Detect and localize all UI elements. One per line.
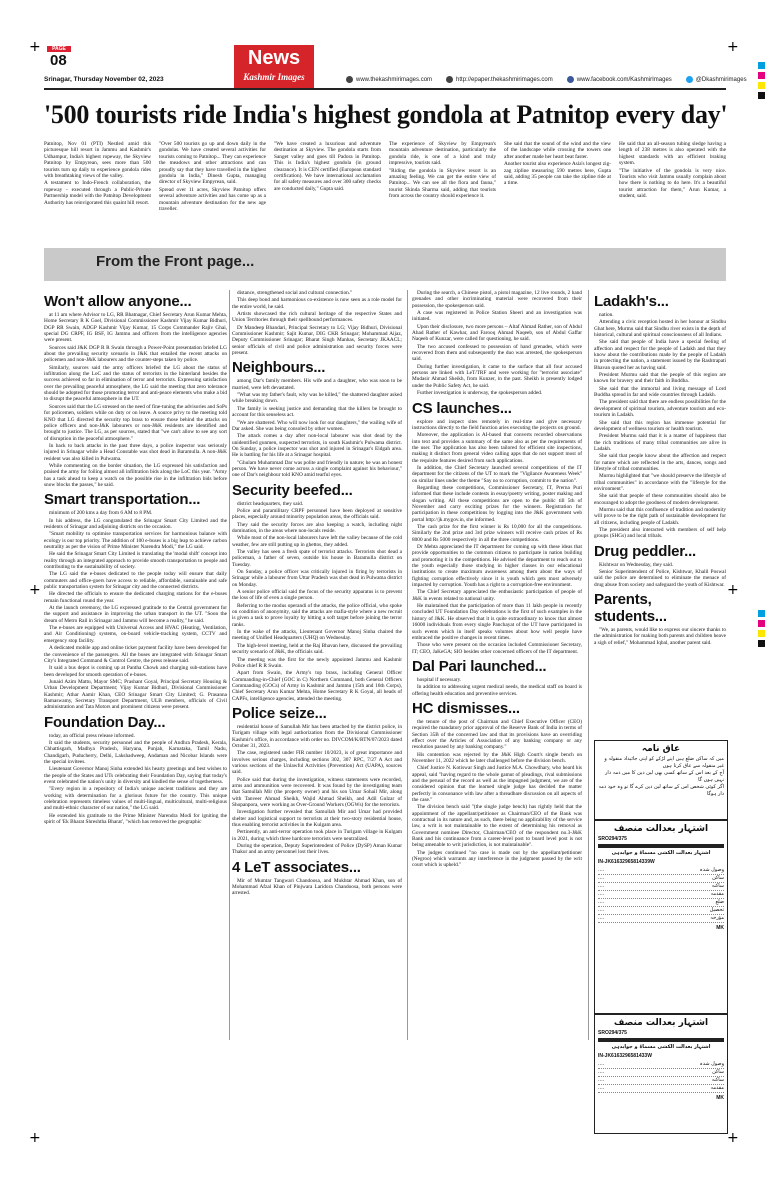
paragraph: The president said that there are endless possibilities for the development of spiritual tourism, adventure tourism and eco-tourism in Ladakh.	[594, 399, 726, 419]
paragraph: "Smart mobility to optimise transportation services for harmonious balance with ecology is our top priority. The addition of 100 e-buses is a big leap to achieve carbon neutrality as per the vision of Prime Minister Narendra Modi," the LG said.	[44, 531, 227, 550]
column-3	[412, 290, 582, 1050]
paragraph: the tenure of the post of Chairman and Chief Executive Officer (CEO) required the mandatory prior approval of the Reserve Bank of India in terms of Section 35B of the concerned law and that its provisions have an overriding effect over the Articles of Association of any banking company or any resolution passed by any banking company."	[412, 718, 582, 751]
paragraph: "The initiative of the gondola is very nice. Tourists who visit Jammu usually complain about how there is nothing to do here. It's a beautiful tourist attraction for them," Arun Kumar, a student, said.	[619, 167, 726, 200]
page-number: 08	[50, 52, 67, 69]
paragraph: minimum of 200 kms a day from 6 AM to 8 PM.	[49, 510, 153, 517]
ad-subtitle: اشتہار بعدالت الکشی مسماۃ و جوابدہی	[611, 850, 711, 856]
story-title: 4 LeT associates...	[232, 858, 361, 876]
paragraph: "We, as parents, would like to express our sincere thanks to the administration for making both parents and children heave a sigh of relief," Mohammad Iqbal, another parent said.	[594, 627, 726, 646]
paragraph: He said the Srinagar Smart City Limited is translating the 'modal shift' concept into reality through an integrated approach to provide smooth transportation to people and contributing to the sustainability of society.	[44, 551, 227, 571]
paragraph: Investigation further revealed that Samullah Mir and Umar had provided shelter and logistical support to terrorists at their two-story residential house, thus enabling terrorist activities in the Kulgam area.	[232, 809, 402, 829]
paragraph: The cash prize for the first winner is Rs 10,000 for all the competitions. Similarly the 2nd prize and 3rd prize winners will receive cash prizes of Rs 8000 and Rs 5000 respectively in all the three competitions.	[412, 524, 582, 543]
story-title: Drug peddler...	[594, 542, 697, 560]
paragraph: She said that this region has immense potential for development of wellness tourism or health tourism.	[594, 419, 726, 432]
ad-row: مقدمہ ....	[598, 891, 724, 897]
paragraph: Artists showcased the rich cultural heritage of the respective States and Union Territories through their spellbound performances.	[232, 311, 402, 324]
registration-mark: +	[727, 1130, 739, 1146]
ad-subtitle: اشتہار بعدالت الکشی مسماۃ و جوابدہی	[611, 1044, 711, 1050]
paragraph: The valley has seen a fresh spate of terrorist attacks. Terrorists shot dead a policeman, a father of seven, outside his house in Baramulla district on Tuesday.	[232, 549, 402, 568]
ad-row: وصول شدہ ....	[598, 867, 724, 873]
paragraph: The two accused confessed to possession of hand grenades, which were recovered from them and subsequently the duo was arrested, the spokesperson said.	[412, 343, 582, 363]
paragraph: The Chief Secretary appreciated the enthusiastic participation of people of J&K in events related to national unity.	[412, 589, 582, 602]
date-line: Srinagar, Thursday November 02, 2023	[44, 76, 164, 83]
paragraph: Chief Justice N. Kotiswar Singh and Justice M.A. Chowdhary, who heard his appeal, said "having regard to the whole gamut of pleadings, rival submissions and the perusal of the record as well as the impugned judgment, we are of the considered opinion that the learned single judge has decided the matter perfectly in consonance with law after a threadbare discussion on all aspects of the case."	[412, 765, 582, 804]
ad-title: عاق نامہ	[641, 744, 681, 754]
paragraph: The LG said the e-buses dedicated to the people today will ensure that daily commuters and office-goers have access to reliable, affordable, sustainable and safe public transportation system for Srinagar city and the connected districts.	[44, 571, 227, 591]
ad-row: مؤرخہ ....	[598, 915, 724, 921]
paragraph: explore and inspect sites remotely in real-time and give necessary instructions directly to the field function aries executing the projects on ground.	[412, 418, 582, 431]
paragraph: It said the students, security personnel and the people of Andhra Pradesh, Kerala, Chhattisgarh, Madhya Pradesh, Haryana, Punjab, Karnataka, Tamil Nadu, Chandigarh, Puducherry, Delhi, Lakshadweep, Andaman and Nicobar Islands were the special invitees.	[44, 739, 227, 765]
story-column	[44, 141, 151, 236]
paragraph: During further investigation, it came to the surface that all four accused persons are linked with LeT/TRF and were working for "terrorist associate" Mudasir Ahmad Sheikh, from Kunzer, in the past. Sheikh is presently lodged under the Public Safety Act, he said.	[412, 363, 582, 389]
ad-row: ساکنہ ....	[598, 883, 724, 889]
classified-ad	[594, 740, 728, 820]
paragraph: President Murmu said that it is a matter of happiness that the rich traditions of many tribal communities are alive in Ladakh.	[594, 433, 726, 452]
paragraph: "We have created a luxurious and adventure destination at Skyview. The gondola starts from Sanget valley and goes till Padora in Patnitop. This is India's highest gondola (in ground clearance). It is CEN certified (European standard certification). We have international acclamation for all safety measures and over 300 safety checks are conducted daily," Gupta said.	[274, 141, 381, 192]
header-links	[346, 76, 747, 83]
paragraph: Dr Mehta appreciated the IT department for coming up with these ideas that provide opportunities to the common citizens to participate in nation building and promoting it in the competitions. He advised the department to reach out to the youth especially those studying in higher classes in our educational institutions to create maximum awareness among them about the ways of fighting corruption effectively since it is youth which gets most adversely impacted by corruption. Youth has a right to a corruption-free environment.	[412, 544, 582, 589]
ad-row: ساکنہ ....	[598, 1077, 724, 1083]
paragraph: Police and paramilitary CRPF personnel have been deployed at sensitive places, especially around minority population areas, the officials said.	[232, 507, 402, 521]
paragraph: At the launch ceremony, the LG expressed gratitude to the Central government for the support and assistance in improving the urban transport in the UT. "Soon the dream of Metro Rail in Srinagar and Jammu will become a reality," he said.	[44, 605, 227, 624]
paragraph: The president also interacted with members of self help groups (SHGs) and local tribals.	[594, 527, 726, 540]
paragraph: "Over 500 tourists go up and down daily in the gondolas. We have created several activities for tourists coming to Patnitop... They can experience the meadows and other attractions and can proudly say that they have travelled in the highest gondola in India," Dinesh Gupta, managing director of Skyview Empyrean, said.	[159, 141, 266, 186]
paragraph: He said that an all-season tubing sledge having a length of 238 metres is also operated with the highest standards with an efficient braking system.	[619, 141, 726, 167]
paragraph: She said that people of India have a special feeling of affection and respect for the people of Ladakh and that they know about the contributions made by the people of Ladakh in protecting the nation, a statement issued by the Rashtrapati Bhavan quoted her as having said.	[594, 339, 726, 371]
brand-name: Kashmir Images	[243, 72, 305, 82]
paragraph: The family is seeking justice and demanding that the killers be brought to account for this senseless act.	[232, 405, 402, 419]
ad-divider	[598, 844, 724, 848]
ad-row: ساکن ....	[598, 1069, 724, 1075]
headline: '500 tourists ride India's highest gondola at Patnitop every day'	[44, 100, 728, 129]
paragraph: "Riding the gondola in Skyview resort is an amazing feeling. We can get the entire view of Patnitop... We can see all the flora and fauna," tourist Skinda Sharma said, adding that tourists from across the country should experience it.	[389, 167, 496, 200]
paragraph: This deep bond and harmonious co-existence is now seen as a role model for the entire world, he said.	[232, 297, 402, 310]
paragraph: Dr Mandeep Bhandari, Principal Secretary to LG; Vijay Bidhuri, Divisional Commissioner Kashmir; Sajit Kumar, DIG CKR Srinagar; Mohammad Aijaz, Deputy Commissioner Srinagar; Bharat Singh Manhas, Secretary JKAACL; senior officials of civil and police administration and security forces were present.	[232, 324, 402, 357]
ad-row: ضلع ....	[598, 899, 724, 905]
paragraph: Moreover, the application is AI-based that converts recorded observations into text and provides a summary of the same also as per the requirements of the user. The application has also been tailored for efficient site inspections, making it distinct from general video calling apps that do not support most of the requisite features desired from such applications.	[412, 432, 582, 464]
masthead	[234, 45, 314, 89]
story-title: Neighbours...	[232, 359, 326, 377]
story-column	[274, 141, 381, 236]
paragraph: A senior police official said the focus of the security apparatus is to prevent the loss of life of even a single person.	[232, 589, 402, 602]
paragraph: During the operation, Deputy Superintendent of Police (DySP) Aman Kumar Thakur and an army personnel lost their lives.	[232, 843, 402, 856]
paragraph: Kishtwar on Wednesday, they said.	[599, 561, 674, 568]
ad-line: اگر کوئی شخص اس کے ساتھ لین دین کرے گا تو وہ خود ذمہ دار ہوگا	[598, 784, 724, 797]
paragraph: The attack comes a day after non-local labourer was shot dead by the unidentified gunmen, suspected terrorists, in south Kashmir's Pulwama district. On Sunday, a police inspector was shot and injured in Srinagar's Eidgah area. He is battling for his life at a Srinagar hospital.	[232, 433, 402, 459]
banner-title: From the Front page...	[96, 253, 255, 270]
paragraph: They said the security forces are also keeping a watch, including night domination, in the areas where non-locals reside.	[232, 521, 402, 534]
paragraph: Another tourist also experience Asia's longest zig-zag zipline measuring 590 metres here, Gupta said, adding 35 people can take the zipline ride at a time.	[504, 161, 611, 187]
section-title: News	[247, 47, 301, 69]
registration-mark: +	[29, 1130, 41, 1146]
ad-code: SRO294/375	[598, 1030, 627, 1036]
story-title: Parents, students...	[594, 591, 667, 626]
ad-code: IN-JK61632965814339W	[598, 859, 655, 865]
paragraph: Upon their disclosure, two more persons – Altaf Ahmad Rather, son of Abdul Ahad Rather of Kawhar, and Farooq Ahmad Naqeeb, son of Abdul Gaffar Naqeeb of Kunzar, were called for questioning, he said.	[412, 323, 582, 343]
paragraph: During the search, a Chinese pistol, a pistol magazine, 12 live rounds, 2 hand grenades and other incriminating material were recovered from their possession, the spokesperson said.	[412, 290, 582, 309]
paragraph: Police said that during the investigation, witness statements were recorded, arms and ammunition were recovered. It was found by the investigating team that Samullah Mir (the property owner) and his son Umar Sohail Mir, along with Tanveer Ahmad Sheikh, Wajid Ahmad Sheikh, and Adil Gulzar of Shopanpora, were working as Over-Ground Workers (OGWs) for the terrorists.	[232, 776, 402, 809]
column-divider	[229, 290, 230, 1040]
paragraph: He directed the officials to ensure the dedicated charging stations for the e-buses remain functional round the year.	[44, 591, 227, 604]
column-1	[44, 290, 227, 1050]
top-story	[44, 141, 726, 236]
paragraph: Referring to the modus operandi of the attacks, the police official, who spoke on condition of anonymity, said the attacks are mafia-style where a new recruit is given a task to prove loyalty by hitting a soft target before joining the terror ranks.	[232, 602, 402, 628]
facebook-link[interactable]: www.facebook.com/KashmirImages	[567, 76, 672, 83]
paragraph: Mir of Mumtar Tangwari Chandoosa, and Mukhtar Ahmad Khan, son of Mohammad Afzal Khan of Pinjwara Laridora Chandoosa, both persons were arrested.	[232, 877, 402, 897]
paragraph: The judges continued "no case is made out by the appellant/petitioner (Negroo) which warrants any interference in the judgment passed by the writ court which is upheld."	[412, 849, 582, 869]
ad-divider	[598, 1038, 724, 1042]
paragraph: Pertinently, an anti-terror operation took place in Turigam village in Kulgam in 2021, during which three hardcore terrorists were neutralized.	[232, 829, 402, 842]
paragraph: "Every region in a repository of India's unique ancient traditions and they are working with determination for a glorious future for the country. This unique celebration represents timeless values of multi-lingual, multicultural, multi-religious and multi-ethnic character of our nation," the LG said.	[44, 786, 227, 812]
column-2	[232, 290, 402, 1050]
paragraph: The case, registered under FIR number 10/2023, is of great importance and involves serious charges, including sections 302, 307 RPC, 7/27 A Act and various sections of the Unlawful Activities (Prevention) Act (UAPA), sources said.	[232, 750, 402, 776]
paragraph: hospital if necessary.	[417, 676, 462, 683]
paragraph: A dedicated mobile app and online ticket payment facility have been developed for the convenience of the passengers. All the buses are integrated with Srinagar Smart City's Integrated Command & Control Centre, the press release said.	[44, 645, 227, 664]
ad-row: ساکن ....	[598, 875, 724, 881]
paragraph: nation.	[599, 312, 614, 318]
paragraph: The meeting was the first for the newly appointed Jammu and Kashmir Police chief R R Swain.	[232, 656, 402, 669]
color-bars	[758, 62, 765, 102]
ad-code: IN-JK6163296581433W	[598, 1053, 652, 1059]
paragraph: She said that people of these communities should also be encouraged to adopt the goodness of modern development.	[594, 493, 726, 506]
paragraph: Lieutenant Governor Manoj Sinha extended his hearty greetings and best wishes to the people of the States and UTs celebrating their Foundation Day, saying that today's event celebrated the nation's unity in diversity and kindled the sense of togetherness.	[44, 766, 227, 785]
ad-title: اشتہار بعدالت منصف	[613, 1018, 709, 1028]
paragraph: Murmu highlighted that "we should preserve the lifestyle of tribal communities" in accordance with the "lifestyle for the environment".	[594, 473, 726, 492]
paragraph: Further investigation is underway, the spokesperson added.	[417, 390, 543, 397]
paragraph: In the wake of the attacks, Lieutenant Governor Manoj Sinha chaired the meeting of Unified Headquarters (UHQ) on Wednesday.	[232, 629, 402, 642]
globe-icon	[346, 76, 353, 83]
paragraph: Regarding these competitions, Commissioner Secretary, IT, Prerna Puri informed that these include contests in essay/poetry writing, poster making and slogan writing. All these competitions are open to the public till 5th of November and carry exciting prizes for the winners. Registration for participation in these competitions by logging into the J&K government web portal http://jk.mygov.in, she informed.	[412, 484, 582, 523]
ad-signature: MK	[716, 925, 724, 931]
paragraph: "Ghulam Muhammad Dar was polite and friendly in nature; he was an honest person. We have never come across a single complaint against his behaviour," one of Dar's neighbour told KNO amid tearful eyes.	[232, 459, 402, 479]
paragraph: residential house of Samullah Mir has been attached by the district police, in Turigam village with legal authorization from the Divisional Commissioner Kashmir's office, in accordance with order no. DIVCOM/K/RTN/07/2023 dated October 31, 2023.	[232, 723, 402, 749]
paragraph: Spread over 11 acres, Skyview Patnitop offers several adventure activities and has come up as a mountain adventure destination for the new age traveller.	[159, 186, 266, 213]
paragraph: A testament to Indo-French collaboration, the ropeway - executed through a Public-Private Partnership model with the Patnitop Development Authority has reinvigorated this quaint hill resort.	[44, 180, 151, 206]
ad-row: تحصیل ....	[598, 907, 724, 913]
paragraph: Apart from Swain, the Army's top brass, including General Officer Commanding-in-Chief (GOC in C) Northern Command, both General Officers Commanding (GOCs) of Army in Kashmir and Jammu (15th and 16th Corps), Chief Secretary Arun Kumar Mehta, Home Secretary R K Goyal, all heads of CAPFs, intelligence agencies, attended the meeting.	[232, 670, 402, 702]
paragraph: The division bench said "(the single judge bench) has rightly held that the appointment of the appellant/petitioner as Chairman/CEO of the Bank was contractual in its nature and, as such, there being no applicability of the service law, a writ is not maintainable to the extent of determining his removal as Government nominee Director, Chairman/CEO of the respondent no.3-J&K Bank and his continuance from a career-level post to board level post is not being amenable to writ jurisdiction, is not maintainable".	[412, 804, 582, 849]
paragraph: Attending a civic reception hosted in her honour at Sindhu Ghat here, Murmu said that Sindhu river exists in the depth of historical, cultural and spiritual consciousness of all Indians.	[594, 319, 726, 339]
paragraph: In his address, the LG congratulated the Srinagar Smart City Limited and the residents of Srinagar and adjoining districts on the occasion.	[44, 517, 227, 530]
twitter-icon	[686, 76, 693, 83]
story-column	[504, 141, 611, 236]
ad-title: اشتہار بعدالت منصف	[613, 824, 709, 834]
paragraph: Junaid Azim Mattu, Mayor SMC; Prashant Goyal, Principal Secretary Housing & Urban Development Department; Vijay Kumar Bidhuri, Divisional Commissioner Kashmir; Athar Aamir Khan, CEO Srinagar Smart City Limited; G. Prasanna Ramaswamy, Secretary Transport Department, ULB members, officials of Civil administration and Tata Motors and prominent citizens were present.	[44, 678, 227, 711]
header-rule	[44, 88, 726, 90]
story-title: Security beefed...	[232, 481, 353, 499]
ad-line: میں کہ ساکن ضلع ہیں اپنے لڑکے کو اپنی جائیداد منقولہ و غیر منقولہ سے عاق کرتا ہوں	[604, 756, 724, 769]
ad-line: آج کے بعد اس کے ساتھ کسی بھی لین دین کا میں ذمہ دار نہیں ہوں گا	[605, 770, 724, 783]
column-divider	[407, 290, 408, 1040]
story-title: Police seize...	[232, 704, 327, 722]
paragraph: On Sunday, a police officer was critically injured in firing by terrorists in Srinagar while a labourer from Uttar Pradesh was shot dead in Pulwama district on Monday.	[232, 569, 402, 588]
ad-row: وصول شدہ ....	[598, 1061, 724, 1067]
paragraph: She said that the sound of the wind and the view of the landscape while crossing the towers one after another made her heart beat faster.	[504, 141, 611, 160]
registration-mark: +	[29, 582, 41, 598]
ad-signature: MK	[716, 1095, 724, 1101]
section-banner	[44, 248, 726, 281]
paragraph: The high-level meeting, held at the Raj Bhavan here, discussed the prevailing security scenario of J&K, the officials said.	[232, 642, 402, 656]
paragraph: distance, strengthened social and cultural connection."	[237, 290, 353, 296]
paragraph: among Dar's family members. His wife and a daughter, who was soon to be married, were left devastated.	[232, 378, 402, 391]
story-column	[619, 141, 726, 236]
registration-mark: +	[727, 582, 739, 598]
story-column	[389, 141, 496, 236]
paragraph: Similarly, sources said the army officers briefed the LG about the status of infiltration along the LoC and the status of terrorists in the hinterland besides the success achieved so far in elimination of terror and terrorists. Expressing satisfaction over the prevailing peaceful atmosphere, the LG said the meeting that zero tolerance should be adopted for those promoting terror and anti-peace elements who make a bid to disrupt the peaceful atmosphere in the UT.	[44, 364, 227, 403]
story-title: Won't allow anyone...	[44, 293, 192, 310]
paragraph: He extended his gratitude to the Prime Minister Narendra Modi for igniting the spirit of 'Ek Bharat Shreshtha Bharat', "which has removed the geographic	[44, 812, 227, 826]
epaper-link[interactable]: http://epaper.thekashmirimages.com	[446, 76, 553, 83]
paragraph: Those who were present on the occasion included Commissioner Secretary, IT; CEO, JaKeGA; SIO besides other concerned officers of the IT department.	[412, 642, 582, 655]
ad-code: SRO294/375	[598, 836, 627, 842]
story-title: Ladakh's...	[594, 293, 669, 310]
website-link[interactable]: www.thekashmirimages.com	[346, 76, 432, 83]
paragraph: "We are shattered. Who will now look for our daughters," the wailing wife of Dar asked. She was being consoled by other women.	[232, 419, 402, 432]
globe-icon	[446, 76, 453, 83]
story-title: HC dismisses...	[412, 699, 520, 717]
twitter-link[interactable]: @Dkashmirimages	[686, 76, 747, 83]
court-notice-ad	[594, 1014, 728, 1134]
registration-mark: +	[29, 39, 41, 55]
paragraph: district headquarters, they said.	[237, 500, 304, 507]
column-4	[594, 290, 726, 730]
paragraph: In back to back attacks in the past three days, a police inspector was seriously injured in Srinagar while a Head Constable was shot dead in Baramulla. A non-J&K resident was also killed in Pulwama.	[44, 442, 227, 462]
page-tag: PAGE	[47, 46, 71, 52]
paragraph: It said a bus depot is coming up at Pantha Chowk and charging sub-stations have been developed for smooth operation of e-buses.	[44, 665, 227, 678]
paragraph: Murmu said that this confluence of tradition and modernity will prove to be the right path of sustainable development for all citizens, including people of Ladakh.	[594, 506, 726, 526]
paragraph: Sources said that the LG stressed on the need of fine-tuning the advisories and SoPs for policemen, soldiers while on duty or on leave. A source privy to the meeting told KNO that LG directed the security top brass to ensure those behind the attacks on police officers and non-J&K labourers or non-J&K residents are identified and brought to justice. The LG, as per sources, stated that "we can't allow to see any sort of disruption in the peaceful atmosphere."	[44, 403, 227, 442]
story-title: Dal Pari launched...	[412, 657, 547, 675]
paragraph: Senior Superintendent of Police, Kishtwar, Khalil Poswal said the police are determined to eliminate the menace of drug abuse from society and safeguard the youth of Kishtwar.	[594, 569, 726, 588]
paragraph: Sources said J&K DGP R R Swain through a Power-Point presentation briefed LG about the prevailing security scenario in J&K that entailed the recent attacks on policemen and non-J&K labourers and the counter-steps taken by police.	[44, 344, 227, 364]
paragraph: She said that the immortal and living message of Lord Buddha spread in far and wide countries through Ladakh.	[594, 385, 726, 399]
story-title: Smart transportation...	[44, 491, 201, 509]
paragraph: President Murmu said that the people of this region are known for bravery and their faith in Buddha.	[594, 372, 726, 385]
story-title: Foundation Day...	[44, 713, 166, 731]
paragraph: While commenting on the border situation, the LG expressed his satisfaction and praised the army for foiling almost all infiltration bids along the LoC this year. "Army has a task ahead to keep a watch on the possible rise in the infiltration bids before snow blocks the passes," he said.	[44, 462, 227, 488]
color-bars	[758, 610, 765, 650]
paragraph: "What was my father's fault, why was he killed," the shattered daughter asked while breaking down.	[232, 392, 402, 405]
paragraph: A case was registered in Police Station Sheeri and an investigation was initiated.	[412, 310, 582, 323]
column-divider	[588, 290, 589, 1040]
ad-row: مقدمہ ....	[598, 1085, 724, 1091]
paragraph: The e-buses are equipped with Universal Access and HVAC (Heating, Ventilation, and Air Conditioning) systems, on-board vehicle-tracking system, CCTV and emergency stop facility.	[44, 625, 227, 644]
paragraph: The experience of Skyview by Empyrean's mountain adventure destination, particularly the gondola ride, is one of a kind and truly impressive, tourists said.	[389, 141, 496, 167]
registration-mark: +	[727, 39, 739, 55]
paragraph: While most of the non-local labourers have left the valley because of the cold weather, few are still putting up in ghettos, they added.	[232, 535, 402, 548]
paragraph: She said that people know about the affection and respect for nature which are reflected in the arts, dances, songs and lifestyle of tribal communities.	[594, 453, 726, 472]
story-title: CS launches...	[412, 399, 512, 417]
paragraph: In addition to addressing urgent medical needs, the medical staff on board is offering health education and preventive services.	[412, 684, 582, 697]
paragraph: Patnitop, Nov 01 (PTI) Nestled amid this picturesque hill resort in Jammu and Kashmir's Udhampur, India's highest ropeway, the Skyview Patnitop by Empyrean, sees more than 500 tourists turn up daily to experience gondola rides with breathtaking views of the valley.	[44, 141, 151, 180]
facebook-icon	[567, 76, 574, 83]
paragraph: at 11 am where Advisor to LG, RR Bhatnagar, Chief Secretary Arun Kumar Mehta, Home Secretary R K Goel, Divisional Commissioner Kashmir Vijay Kumar Bidhuri, DGP RR Swain, ADGP Kashmir Vijay Kumar, 15 Corps Commander Rajiv Ghai, special DG CRPF, IG BSF, IG Jammu and officers from the intelligence agencies were present.	[44, 312, 227, 344]
paragraph: He maintained that the participation of more than 11 lakh people in recently concluded UT Foundation Day celebrations is the first of such examples in the history of J&K. He observed that it is quite extraordinary to know that almost 16000 individuals from every single Panchayat of the UT have participated in such events which in itself speaks volumes about how well people have embraced the positive changes in recent times.	[412, 603, 582, 641]
paragraph: In addition, the Chief Secretary launched several competitions of the IT department for the citizens of the UT to mark the "Vigilance Awareness Week" on similar lines under the theme "Say no to corruption, commit to the nation".	[412, 464, 582, 484]
paragraph: His contention was rejected by the J&K High Court's single bench on November 11, 2022 which he later challenged before the division bench.	[412, 751, 582, 764]
story-column	[159, 141, 266, 236]
paragraph: today, an official press release informed.	[49, 732, 135, 739]
court-notice-ad	[594, 820, 728, 1014]
